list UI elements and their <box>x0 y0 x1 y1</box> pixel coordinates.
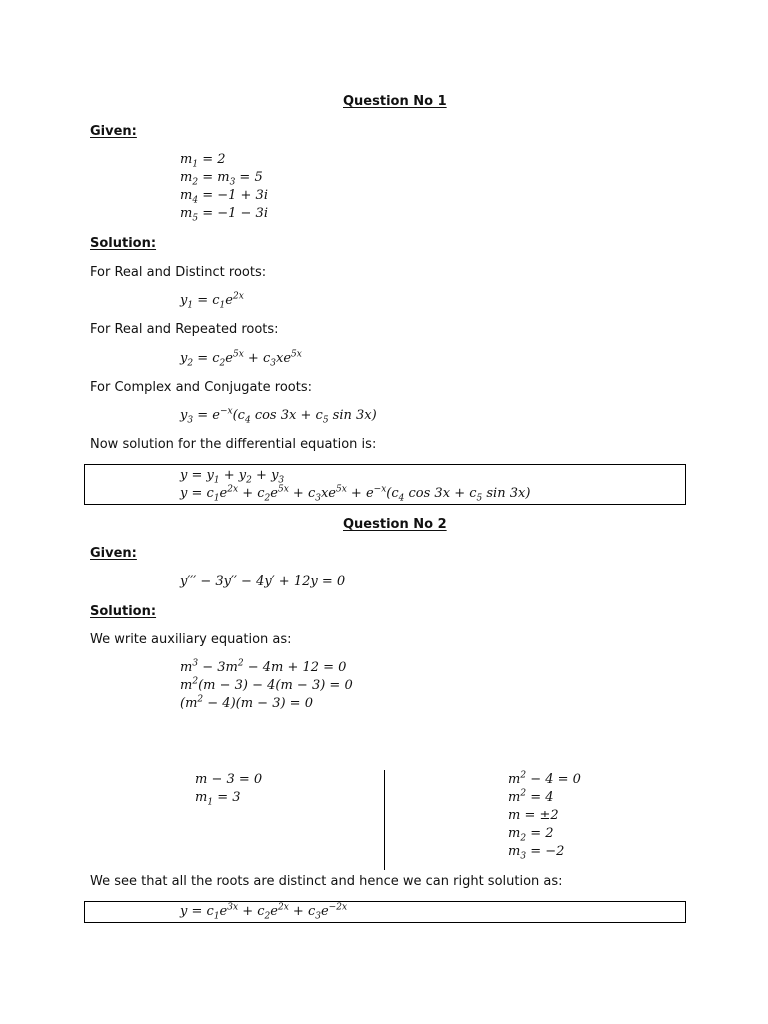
q2-given-equation: y′′′ − 3y′′ − 4y′ + 12y = 0 <box>180 574 346 589</box>
q2-solution-label: Solution: <box>90 604 157 619</box>
q2-distinct-text: We see that all the roots are distinct and hence we can right solution as: <box>90 874 563 889</box>
q1-complex-text: For Complex and Conjugate roots: <box>90 380 312 395</box>
q2-aux-equations: $m^3 - 3m^2 - 4m + 12 = 0$ $m^2(m - 3) - 4(m - 3) = 0$ $(m^2 - 4)(m - 3) = 0$ <box>180 658 353 711</box>
q1-real-repeated-text: For Real and Repeated roots: <box>90 322 279 337</box>
q1-title: Question No 1 <box>343 94 447 109</box>
q2-aux-text: We write auxiliary equation as: <box>90 632 292 647</box>
q2-final-solution: $y = c_1e^{3x} + c_2e^{2x} + c_3e^{-2x}$ <box>180 902 348 922</box>
q1-y3-equation: $y_3 = e^{-x}(c_4$ $\cos 3x + c_5$ sin 3x) <box>180 406 377 426</box>
q2-column-divider <box>384 770 385 870</box>
q1-y2-equation: $y_2 = c_2e^{5x} + c_3xe^{5x}$ <box>180 349 302 369</box>
q2-given-label: Given: <box>90 546 137 561</box>
q2-title: Question No 2 <box>343 517 447 532</box>
q1-real-distinct-text: For Real and Distinct roots: <box>90 265 267 280</box>
q1-now-solution-text: Now solution for the differential equation is: <box>90 437 377 452</box>
q1-solution-label: Solution: <box>90 236 157 251</box>
q1-y1-equation: $y_1 = c_1e^{2x}$ <box>180 291 244 311</box>
q1-given-equations: $m_1 = 2$ $m_2 = m_3 = 5$ $m_4 = -1 + 3i$ $m_5 = -1 - 3i$ <box>180 152 268 224</box>
q1-final-solution: $y = y_1 + y_2 + y_3$ $y = c_1e^{2x} + c_2e^{5x} + c_3xe^{5x} + e^{-x}(c_4$ $\cos 3x + c_5$ sin 3x) <box>180 468 531 504</box>
q2-right-roots: $m^2 - 4 = 0$ $m^2 = 4$ m = ±2 $m_2 = 2$ $m_3 = -2$ <box>508 770 581 862</box>
q2-final-solution-box <box>84 901 686 923</box>
q1-given-label: Given: <box>90 124 137 139</box>
q2-left-roots: m − 3 = 0 $m_1 = 3$ <box>195 772 263 808</box>
